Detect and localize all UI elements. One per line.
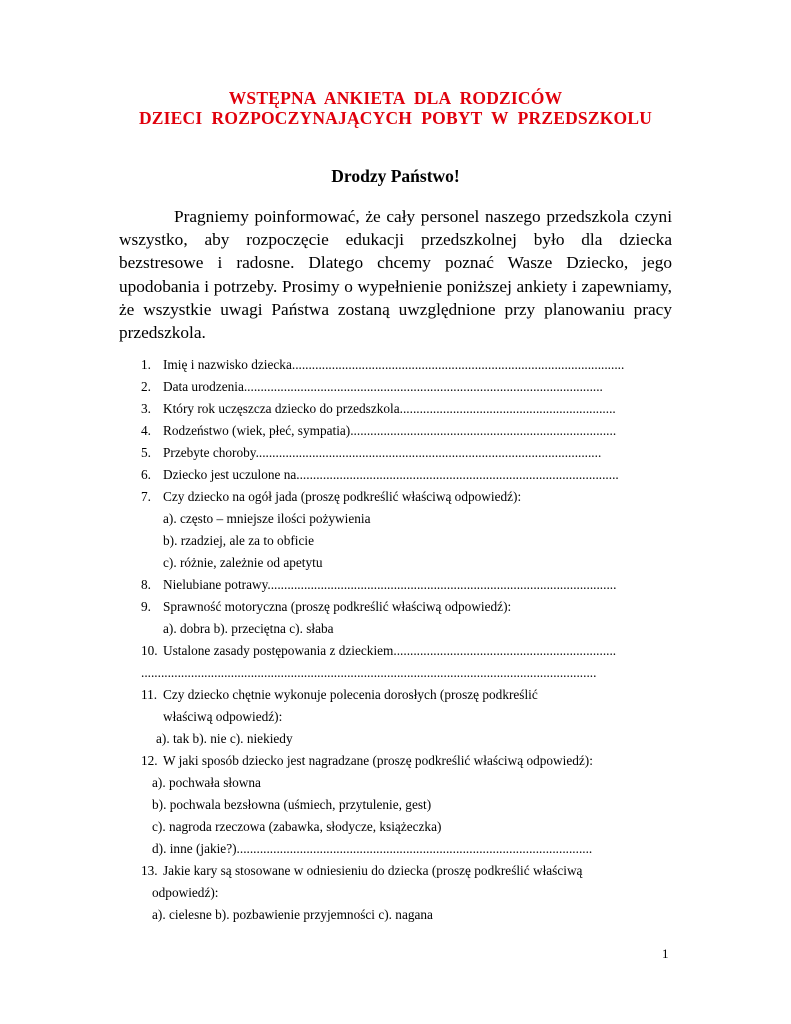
question-number: 1. bbox=[141, 357, 151, 372]
question-number: 12. bbox=[141, 753, 158, 768]
question-number: 7. bbox=[141, 489, 151, 504]
question-text: W jaki sposób dziecko jest nagradzane (proszę podkreślić właściwą odpowiedź): bbox=[163, 753, 593, 768]
question-number: 9. bbox=[141, 599, 151, 614]
answer-fill-line[interactable]: ........................................................................................................... bbox=[236, 841, 593, 856]
options-line[interactable]: a). cielesne b). pozbawienie przyjemności c). nagana bbox=[152, 907, 433, 922]
options-line[interactable]: a). tak b). nie c). niekiedy bbox=[156, 731, 293, 746]
question-text: Przebyte choroby........................................................................................................ bbox=[163, 445, 602, 460]
question-number: 11. bbox=[141, 687, 158, 702]
answer-fill-line[interactable]: ................................................................................................. bbox=[296, 467, 619, 482]
question-text: Dziecko jest uczulone na................................................................................................. bbox=[163, 467, 619, 482]
intro-paragraph bbox=[119, 205, 672, 344]
question-number: 3. bbox=[141, 401, 151, 416]
question-text: Jakie kary są stosowane w odniesieniu do dziecka (proszę podkreślić właściwą bbox=[163, 863, 583, 878]
question-number: 2. bbox=[141, 379, 151, 394]
option-c[interactable]: c). nagroda rzeczowa (zabawka, słodycze, książeczka) bbox=[152, 819, 442, 834]
page-number: 1 bbox=[662, 946, 669, 961]
answer-fill-line[interactable]: ............................................................................................................ bbox=[243, 379, 603, 394]
question-text: Który rok uczęszcza dziecko do przedszkola................................................................. bbox=[163, 401, 616, 416]
question-number: 8. bbox=[141, 577, 151, 592]
question-number: 6. bbox=[141, 467, 151, 482]
question-text-continued: właściwą odpowiedź): bbox=[163, 709, 283, 724]
option-a[interactable]: a). często – mniejsze ilości pożywienia bbox=[163, 511, 371, 526]
option-b[interactable]: b). rzadziej, ale za to obficie bbox=[163, 533, 314, 548]
greeting: Drodzy Państwo! bbox=[331, 166, 460, 186]
answer-fill-line-2[interactable]: ......................................................................................................................................... bbox=[141, 665, 597, 680]
option-b[interactable]: b). pochwala bezsłowna (uśmiech, przytulenie, gest) bbox=[152, 797, 432, 812]
question-text: Nielubiane potrawy......................................................................................................... bbox=[163, 577, 617, 592]
question-text: Imię i nazwisko dziecka.................................................................................................... bbox=[163, 357, 625, 372]
question-text: Sprawność motoryczna (proszę podkreślić właściwą odpowiedź): bbox=[163, 599, 512, 614]
question-number: 10. bbox=[141, 643, 158, 658]
question-number: 5. bbox=[141, 445, 151, 460]
answer-fill-line[interactable]: ................................................................. bbox=[399, 401, 616, 416]
answer-fill-line[interactable]: ................................................................................................... bbox=[295, 357, 625, 372]
question-text: Ustalone zasady postępowania z dzieckiem................................................................... bbox=[163, 643, 617, 658]
title-line-2: DZIECI ROZPOCZYNAJĄCYCH POBYT W PRZEDSZKOLU bbox=[138, 108, 653, 128]
question-text-continued: odpowiedź): bbox=[152, 885, 219, 900]
answer-fill-line[interactable]: ................................................................... bbox=[393, 643, 617, 658]
options-line[interactable]: a). dobra b). przeciętna c). słaba bbox=[163, 621, 334, 636]
question-number: 13. bbox=[141, 863, 158, 878]
question-text: Data urodzenia............................................................................................................ bbox=[163, 379, 603, 394]
intro-text: Pragniemy poinformować, że cały personel naszego przedszkola czyni wszystko, aby rozpoczęcie edukacji przedszkolnej było dla dziecka bezstresowe i radosne. Dlatego chcemy poznać Wasze Dziecko, jego upodobania i potrzeby. Prosimy o wypełnienie poniższej ankiety i zapewniamy, że wszystkie uwagi Państwa zostaną uwzględnione przy planowaniu pracy przedszkola. bbox=[119, 207, 672, 343]
question-text: Rodzeństwo (wiek, płeć, sympatia)................................................................................ bbox=[163, 423, 617, 438]
option-c[interactable]: c). różnie, zależnie od apetytu bbox=[163, 555, 323, 570]
answer-fill-line[interactable]: ......................................................................................................... bbox=[267, 577, 617, 592]
question-text: Czy dziecko na ogół jada (proszę podkreślić właściwą odpowiedź): bbox=[163, 489, 522, 504]
answer-fill-line[interactable]: ................................................................................ bbox=[350, 423, 617, 438]
title-line-1: WSTĘPNA ANKIETA DLA RODZICÓW bbox=[228, 88, 563, 108]
answer-fill-line[interactable]: ........................................................................................................ bbox=[255, 445, 602, 460]
option-a[interactable]: a). pochwała słowna bbox=[152, 775, 261, 790]
question-number: 4. bbox=[141, 423, 151, 438]
question-text: Czy dziecko chętnie wykonuje polecenia dorosłych (proszę podkreślić bbox=[163, 687, 538, 702]
option-d[interactable]: d). inne (jakie?)........................................................................................................... bbox=[152, 841, 593, 856]
